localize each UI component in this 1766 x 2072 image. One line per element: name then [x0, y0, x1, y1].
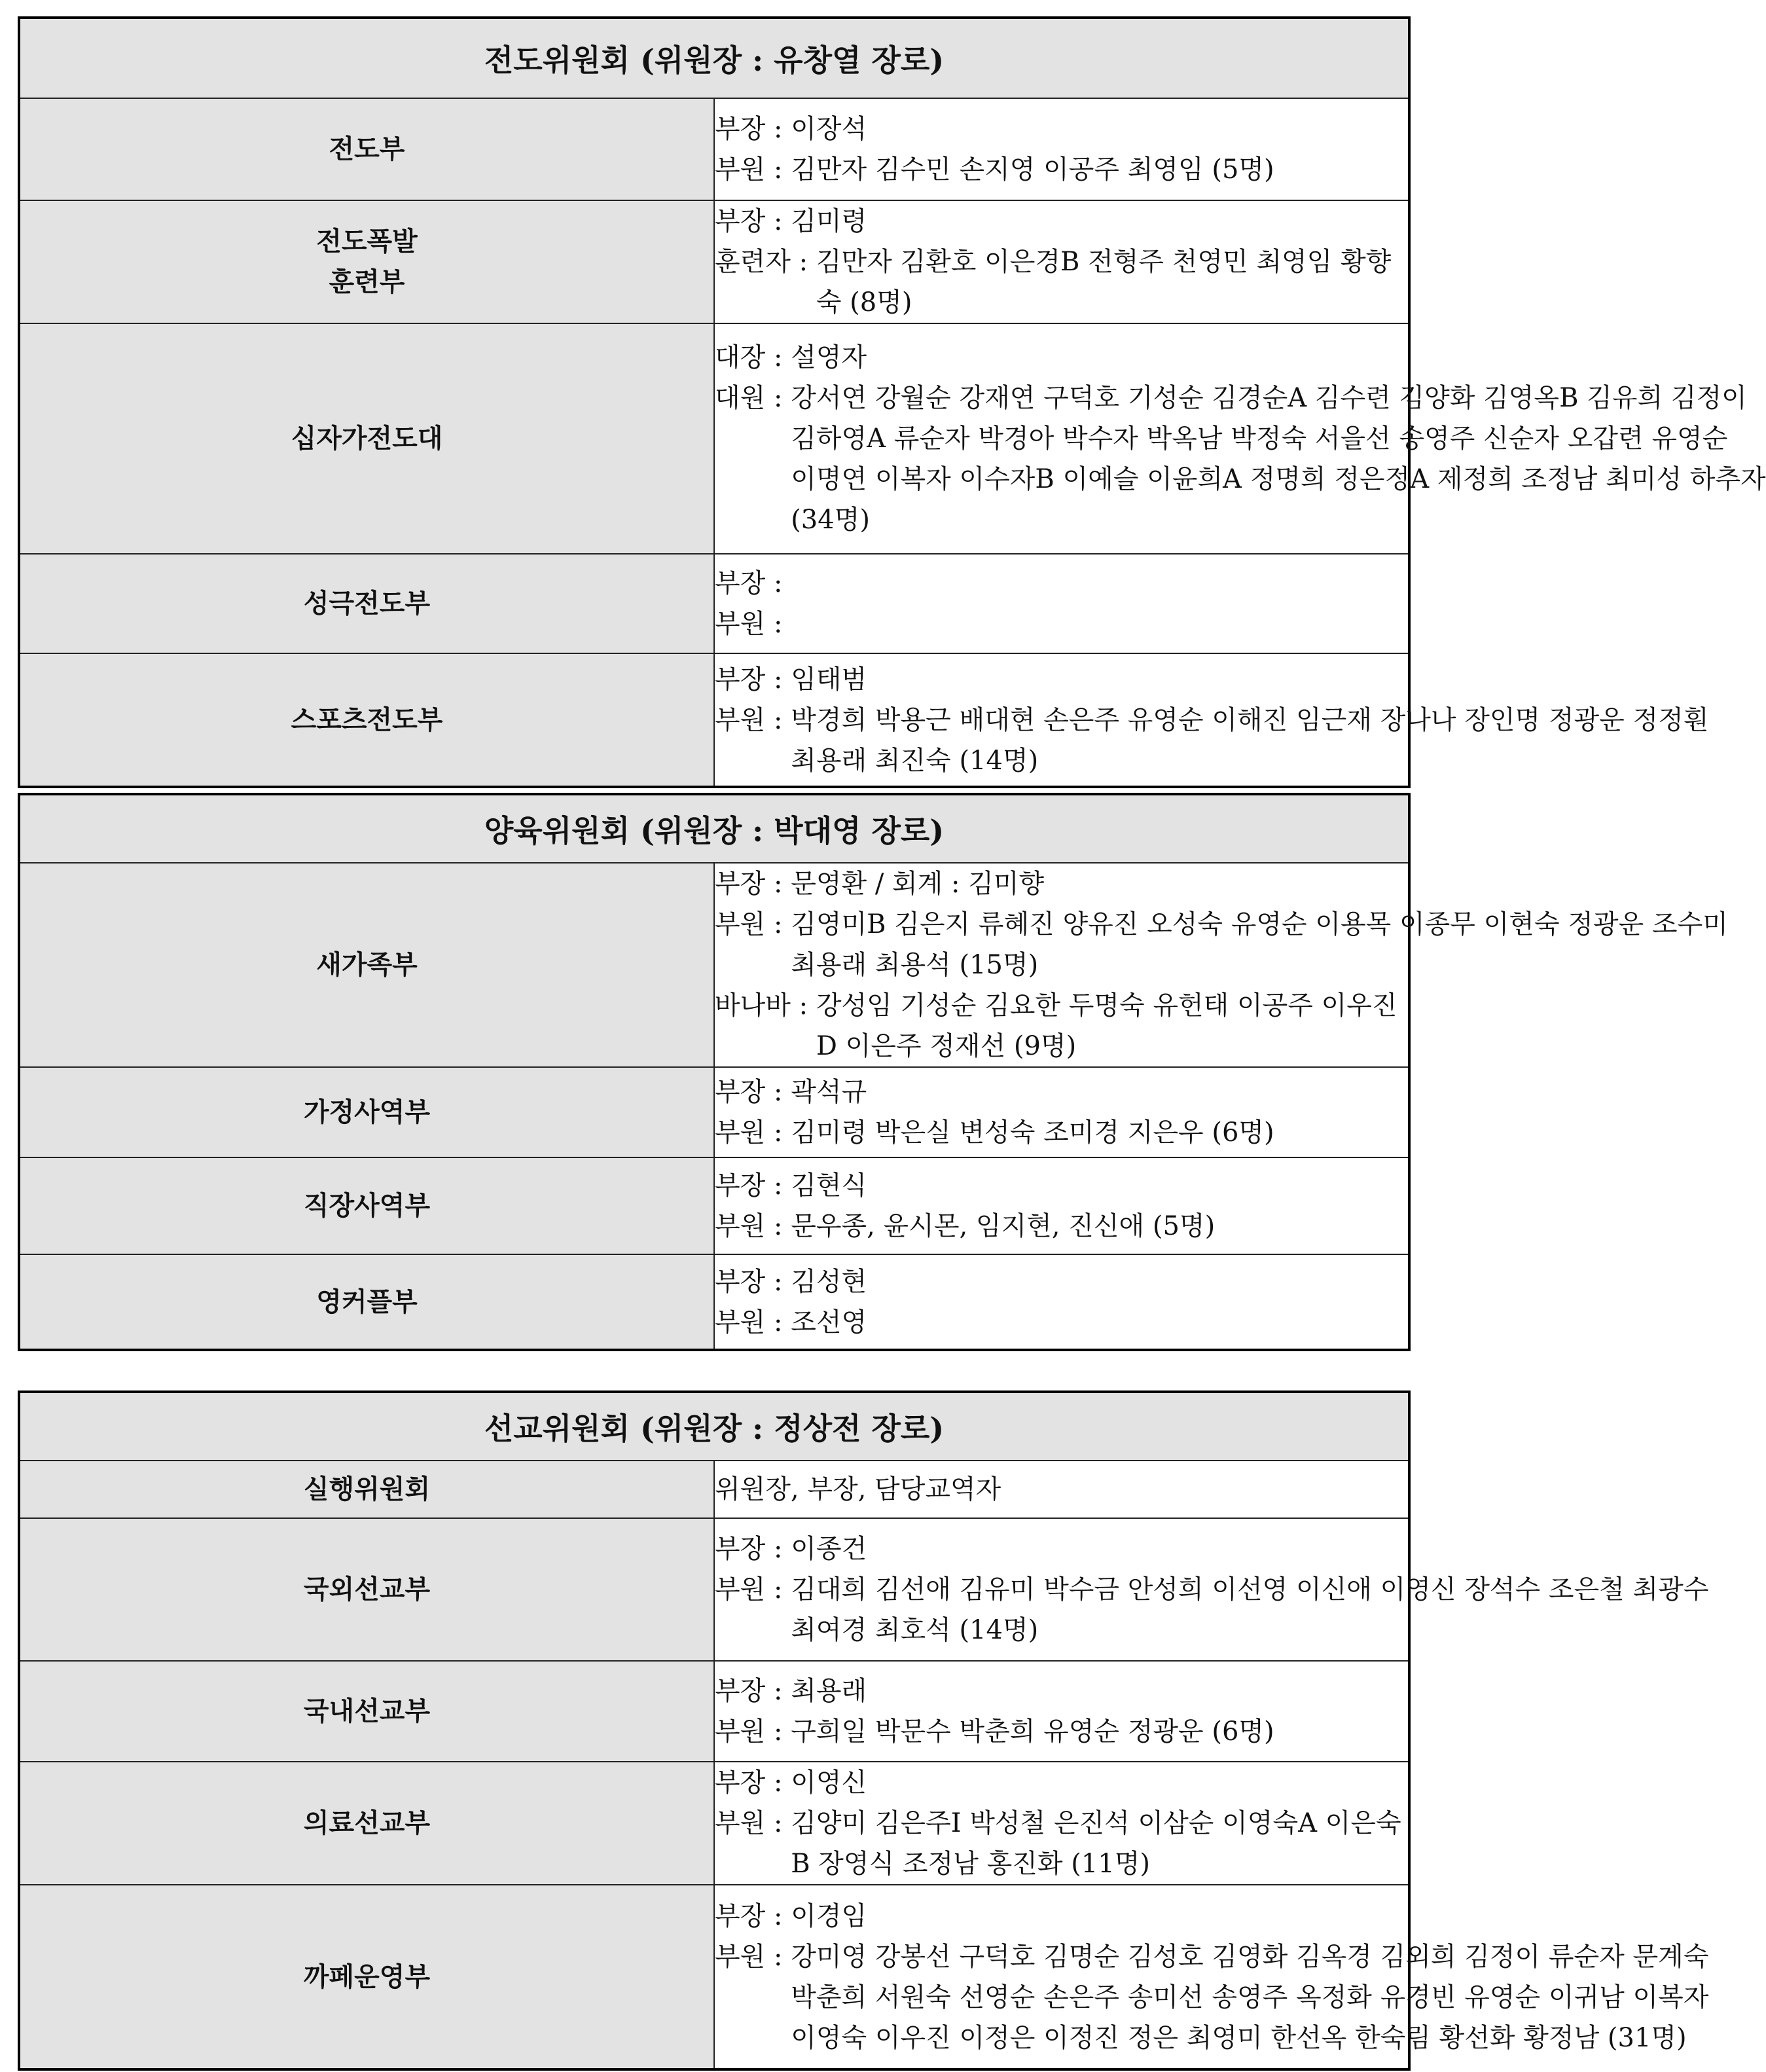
committee-title: 전도위원회 (위원장 : 유창열 장로)	[19, 18, 1409, 98]
department-name: 의료선교부	[19, 1762, 714, 1885]
department-members: 부장 : 최용래 부원 : 구희일 박문수 박춘희 유영순 정광운 (6명)	[714, 1661, 1409, 1762]
department-members: 부장 : 이장석 부원 : 김만자 김수민 손지영 이공주 최영임 (5명)	[714, 98, 1409, 200]
department-name: 국내선교부	[19, 1661, 714, 1762]
department-members: 부장 : 곽석규 부원 : 김미령 박은실 변성숙 조미경 지은우 (6명)	[714, 1067, 1409, 1157]
department-members: 부장 : 문영환 / 회계 : 김미향 부원 : 김영미B 김은지 류혜진 양유진 오성숙 유영순 이용목 이종무 이현숙 정광운 조수미 최용래 최용석 (15명) 바나바 : 강성임 기성순 김요한 두명숙 유헌태 이공주 이우진D 이은주 정재선 (9명)	[714, 863, 1409, 1067]
department-name: 새가족부	[19, 863, 714, 1067]
department-name: 영커플부	[19, 1254, 714, 1350]
department-name: 성극전도부	[19, 554, 714, 653]
department-name: 전도부	[19, 98, 714, 200]
committee-title: 양육위원회 (위원장 : 박대영 장로)	[19, 794, 1409, 863]
department-name: 십자가전도대	[19, 323, 714, 554]
department-members: 부장 : 김미령 훈련자 : 김만자 김환호 이은경B 전형주 천영민 최영임 황향숙 (8명)	[714, 200, 1409, 323]
department-name: 직장사역부	[19, 1157, 714, 1254]
committee-nurture	[18, 793, 1728, 1351]
department-members: 부장 : 김현식 부원 : 문우종, 윤시몬, 임지현, 진신애 (5명)	[714, 1157, 1409, 1254]
department-members: 부장 : 김성현 부원 : 조선영	[714, 1254, 1409, 1350]
department-name: 가정사역부	[19, 1067, 714, 1157]
committee-missions	[18, 1390, 1709, 2071]
department-name: 실행위원회	[19, 1461, 714, 1518]
department-members: 위원장, 부장, 담당교역자	[714, 1461, 1409, 1518]
department-name: 국외선교부	[19, 1518, 714, 1661]
department-members: 부장 : 임태범 부원 : 박경희 박용근 배대현 손은주 유영순 이해진 임근재 장나나 장인명 정광운 정정훤 최용래 최진숙 (14명)	[714, 653, 1409, 787]
department-members: 부장 : 이경임 부원 : 강미영 강봉선 구덕호 김명순 김성호 김영화 김옥경 김외희 김정이 류순자 문계숙 박춘희 서원숙 선영순 손은주 송미선 송영주 옥정화 유경빈 유영순 이귀남 이복자 이영숙 이우진 이정은 이정진 정은 최영미 한선옥 한숙림 황선화 황정남 (31명)	[714, 1885, 1409, 2069]
committee-evangelism	[18, 16, 1766, 788]
department-members: 부장 : 이종건 부원 : 김대희 김선애 김유미 박수금 안성희 이선영 이신애 이영신 장석수 조은철 최광수 최여경 최호석 (14명)	[714, 1518, 1409, 1661]
department-members: 대장 : 설영자 대원 : 강서연 강월순 강재연 구덕호 기성순 김경순A 김수련 김양화 김영옥B 김유희 김정이 김하영A 류순자 박경아 박수자 박옥남 박정숙 서을선 송영주 신순자 오갑련 유영순 이명연 이복자 이수자B 이예슬 이윤희A 정명희 정은정A 제정희 조정남 최미성 하추자 (34명)	[714, 323, 1409, 554]
department-members: 부장 : 이영신 부원 : 김양미 김은주I 박성철 은진석 이삼순 이영숙A 이은숙B 장영식 조정남 홍진화 (11명)	[714, 1762, 1409, 1885]
committee-title: 선교위원회 (위원장 : 정상전 장로)	[19, 1392, 1409, 1461]
department-members: 부장 : 부원 :	[714, 554, 1409, 653]
department-name: 까페운영부	[19, 1885, 714, 2069]
department-name: 전도폭발 훈련부	[19, 200, 714, 323]
department-name: 스포츠전도부	[19, 653, 714, 787]
